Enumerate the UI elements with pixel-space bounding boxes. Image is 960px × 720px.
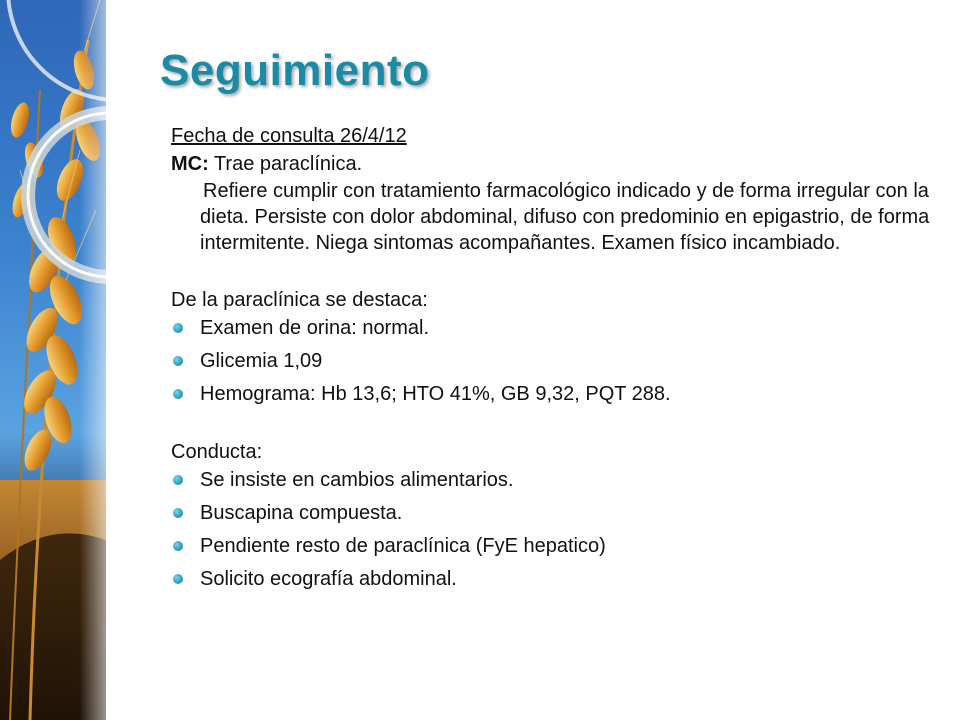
list-item: Se insiste en cambios alimentarios. (171, 466, 941, 499)
chief-complaint-label: MC: (171, 153, 209, 175)
bullet-icon (173, 389, 183, 399)
bullet-icon (173, 323, 183, 333)
list-item: Buscapina compuesta. (171, 499, 941, 532)
conducta-list (171, 466, 941, 598)
list-item: Examen de orina: normal. (171, 314, 941, 347)
list-item: Glicemia 1,09 (171, 347, 941, 380)
bullet-icon (173, 356, 183, 366)
slide-body (171, 122, 941, 598)
list-item: Hemograma: Hb 13,6; HTO 41%, GB 9,32, PQT 288. (171, 380, 941, 413)
slide-title: Seguimiento (160, 46, 430, 95)
paraclinica-heading: De la paraclínica se destaca: (171, 289, 428, 311)
chief-complaint (171, 150, 941, 178)
list-item: Solicito ecografía abdominal. (171, 565, 941, 598)
wheat-decoration-image (0, 0, 106, 720)
list-item: Pendiente resto de paraclínica (FyE hepatico) (171, 532, 941, 565)
bullet-icon (173, 508, 183, 518)
paraclinica-list (171, 314, 941, 413)
bullet-icon (173, 541, 183, 551)
bullet-icon (173, 574, 183, 584)
chief-complaint-text: Trae paraclínica. (208, 153, 363, 175)
conducta-heading: Conducta: (171, 441, 263, 463)
consultation-date: Fecha de consulta 26/4/12 (171, 125, 407, 147)
clinical-paragraph: Refiere cumplir con tratamiento farmacológico indicado y de forma irregular con la dieta. Persiste con dolor abdominal, difuso con predominio en epigastrio, de forma intermitente. Niega sintomas acompañantes. Examen físico incambiado. (200, 180, 930, 254)
bullet-icon (173, 475, 183, 485)
